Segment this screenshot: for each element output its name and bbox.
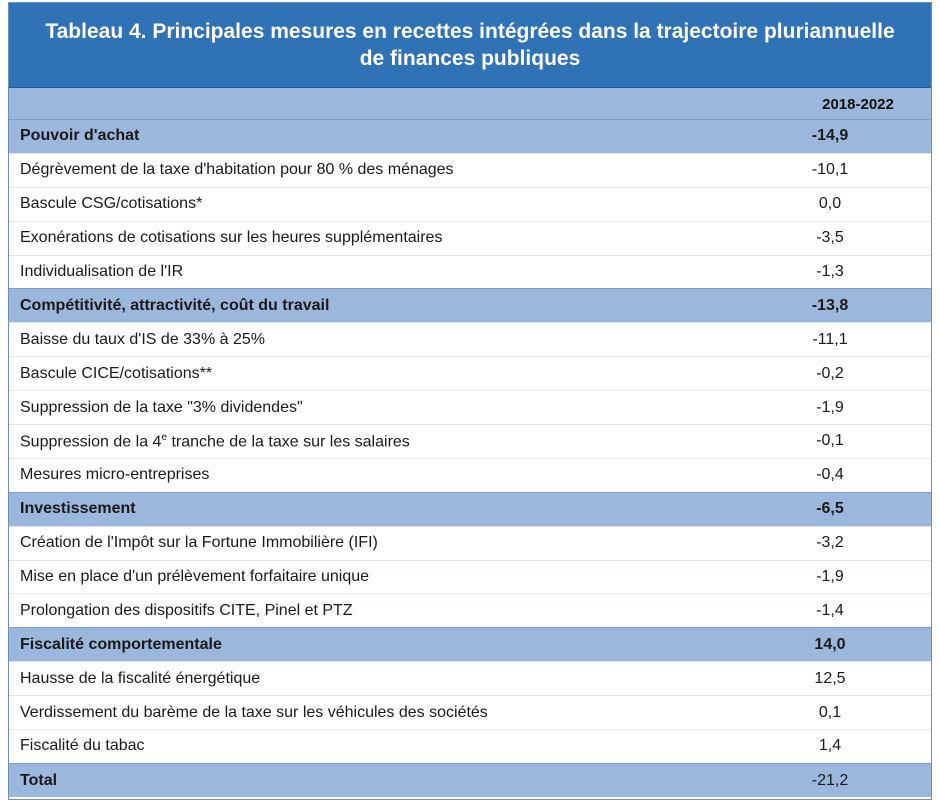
measure-row [9,662,931,696]
measure-row-label: Verdissement du barème de la taxe sur les véhicules des sociétés [9,696,775,730]
category-row-label: Compétitivité, attractivité, coût du travail [9,289,775,323]
category-row [9,492,931,526]
measure-row [9,560,931,594]
table-frame [8,2,932,800]
measure-row-label: Suppression de la taxe "3% dividendes" [9,391,775,425]
measure-row-value: -0,1 [775,425,931,459]
measure-row-label: Prolongation des dispositifs CITE, Pinel et PTZ [9,594,775,628]
category-row-label: Pouvoir d'achat [9,120,775,154]
measure-row-label: Dégrèvement de la taxe d'habitation pour 80 % des ménages [9,153,775,187]
measure-row-label: Création de l'Impôt sur la Fortune Immobilière (IFI) [9,526,775,560]
measure-row-value: -1,9 [775,560,931,594]
category-row [9,289,931,323]
table-title [9,3,931,88]
category-row-label: Investissement [9,492,775,526]
category-row-value: -14,9 [775,120,931,154]
measure-row [9,594,931,628]
category-row-value: 14,0 [775,628,931,662]
measure-row [9,357,931,391]
measure-row-value: 12,5 [775,662,931,696]
measure-row-label: Baisse du taux d'IS de 33% à 25% [9,323,775,357]
measure-row-label: Fiscalité du tabac [9,730,775,764]
title-line-2: de finances publiques [359,47,581,70]
measure-row [9,255,931,289]
measure-row [9,221,931,255]
label-superscript: e [161,431,167,443]
measure-row-label: Mise en place d'un prélèvement forfaitaire unique [9,560,775,594]
column-header-row [9,88,931,119]
measure-row [9,323,931,357]
total-row [9,763,931,797]
category-row-value: -13,8 [775,289,931,323]
measure-row-label: Exonérations de cotisations sur les heures supplémentaires [9,221,775,255]
total-row-label: Total [9,763,775,797]
measure-row-value: -0,2 [775,357,931,391]
category-row [9,120,931,154]
measure-row-value: -1,9 [775,391,931,425]
column-header-period: 2018-2022 [822,96,894,113]
category-row [9,628,931,662]
measure-row-value: -0,4 [775,458,931,492]
measure-row [9,730,931,764]
measure-row [9,187,931,221]
measure-row-label: Individualisation de l'IR [9,255,775,289]
measure-row-value: 1,4 [775,730,931,764]
measure-row-label: Bascule CICE/cotisations** [9,357,775,391]
total-row-value: -21,2 [775,763,931,797]
measure-row [9,391,931,425]
measure-row [9,696,931,730]
label-text: Suppression de la 4 [20,433,162,451]
measure-row-value: -1,3 [775,255,931,289]
measure-row-value: -10,1 [775,153,931,187]
category-row-label: Fiscalité comportementale [9,628,775,662]
measure-row-value: 0,0 [775,187,931,221]
label-text: tranche de la taxe sur les salaires [167,433,410,451]
measure-row [9,153,931,187]
measure-row [9,526,931,560]
measure-row [9,458,931,492]
title-line-1: Tableau 4. Principales mesures en recettes intégrées dans la trajectoire pluriannuelle [45,20,895,43]
measure-row-value: -3,2 [775,526,931,560]
measure-row-value: 0,1 [775,696,931,730]
measure-row-value: -3,5 [775,221,931,255]
measure-row [9,425,931,459]
measure-row-label: Bascule CSG/cotisations* [9,187,775,221]
measure-row-value: -11,1 [775,323,931,357]
measure-row-value: -1,4 [775,594,931,628]
measure-row-label: Mesures micro-entreprises [9,458,775,492]
measure-row-label [9,425,775,459]
measures-table [9,119,931,797]
category-row-value: -6,5 [775,492,931,526]
measure-row-label: Hausse de la fiscalité énergétique [9,662,775,696]
